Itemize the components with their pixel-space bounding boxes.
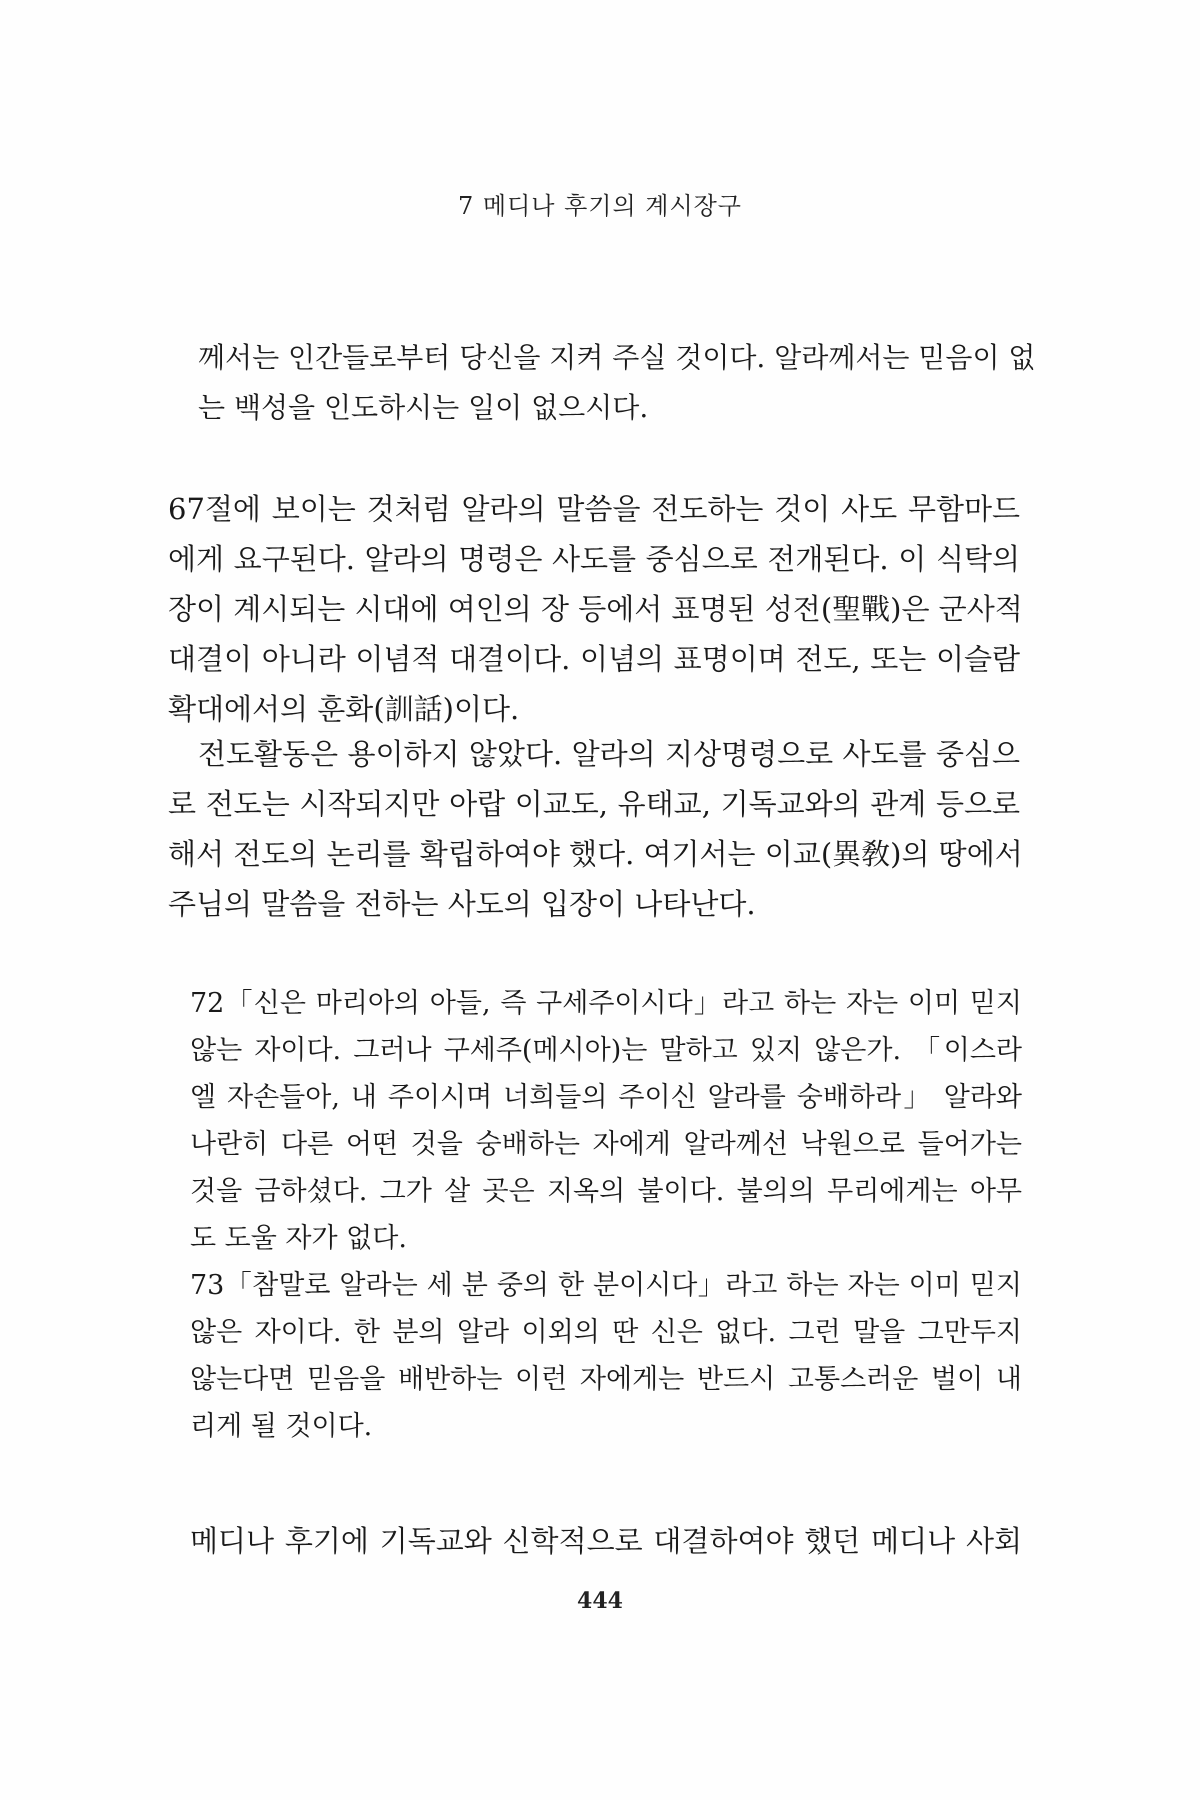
text-line: 메디나 후기에 기독교와 신학적으로 대결하여야 했던 메디나 사회 <box>190 1524 1022 1558</box>
text-line: 해서 전도의 논리를 확립하여야 했다. 여기서는 이교(異敎)의 땅에서 <box>168 837 1023 871</box>
text-line: 는 백성을 인도하시는 일이 없으시다. <box>198 391 649 424</box>
text-line: 대결이 아니라 이념적 대결이다. 이념의 표명이며 전도, 또는 이슬람 <box>168 642 1020 676</box>
text-line: 로 전도는 시작되지만 아랍 이교도, 유태교, 기독교와의 관계 등으로 <box>168 787 1020 821</box>
verse-line: 리게 될 것이다. <box>190 1411 373 1442</box>
text-line: 께서는 인간들로부터 당신을 지켜 주실 것이다. 알라께서는 믿음이 없 <box>198 341 1036 374</box>
body-paragraph-3 <box>190 1516 1022 1566</box>
intro-paragraph <box>198 333 1036 433</box>
scripture-quote <box>190 980 1022 1450</box>
page-number: 444 <box>577 1588 623 1614</box>
text-line: 확대에서의 훈화(訓話)이다. <box>168 692 520 726</box>
verse-line: 72「신은 마리아의 아들, 즉 구세주이시다」라고 하는 자는 이미 믿지 <box>190 988 1022 1019</box>
text-line: 주님의 말씀을 전하는 사도의 입장이 나타난다. <box>168 887 756 921</box>
text-line: 전도활동은 용이하지 않았다. 알라의 지상명령으로 사도를 중심으 <box>198 737 1020 771</box>
running-head: 7 메디나 후기의 계시장구 <box>458 192 742 220</box>
text-line: 67절에 보이는 것처럼 알라의 말씀을 전도하는 것이 사도 무함마드 <box>168 492 1020 526</box>
body-paragraph-1 <box>168 484 1023 734</box>
verse-line: 않는 자이다. 그러나 구세주(메시아)는 말하고 있지 않은가. 「이스라 <box>190 1035 1022 1066</box>
verse-line: 73「참말로 알라는 세 분 중의 한 분이시다」라고 하는 자는 이미 믿지 <box>190 1270 1022 1301</box>
text-line: 에게 요구된다. 알라의 명령은 사도를 중심으로 전개된다. 이 식탁의 <box>168 542 1020 576</box>
verse-line: 않는다면 믿음을 배반하는 이런 자에게는 반드시 고통스러운 벌이 내 <box>190 1364 1022 1395</box>
verse-line: 않은 자이다. 한 분의 알라 이외의 딴 신은 없다. 그런 말을 그만두지 <box>190 1317 1022 1348</box>
verse-line: 것을 금하셨다. 그가 살 곳은 지옥의 불이다. 불의의 무리에게는 아무 <box>190 1176 1022 1207</box>
verse-line: 도 도울 자가 없다. <box>190 1223 407 1254</box>
body-paragraph-2 <box>168 729 1023 929</box>
text-line: 장이 계시되는 시대에 여인의 장 등에서 표명된 성전(聖戰)은 군사적 <box>168 592 1023 626</box>
verse-line: 엘 자손들아, 내 주이시며 너희들의 주이신 알라를 숭배하라」 알라와 <box>190 1082 1022 1113</box>
verse-line: 나란히 다른 어떤 것을 숭배하는 자에게 알라께선 낙원으로 들어가는 <box>190 1129 1022 1160</box>
